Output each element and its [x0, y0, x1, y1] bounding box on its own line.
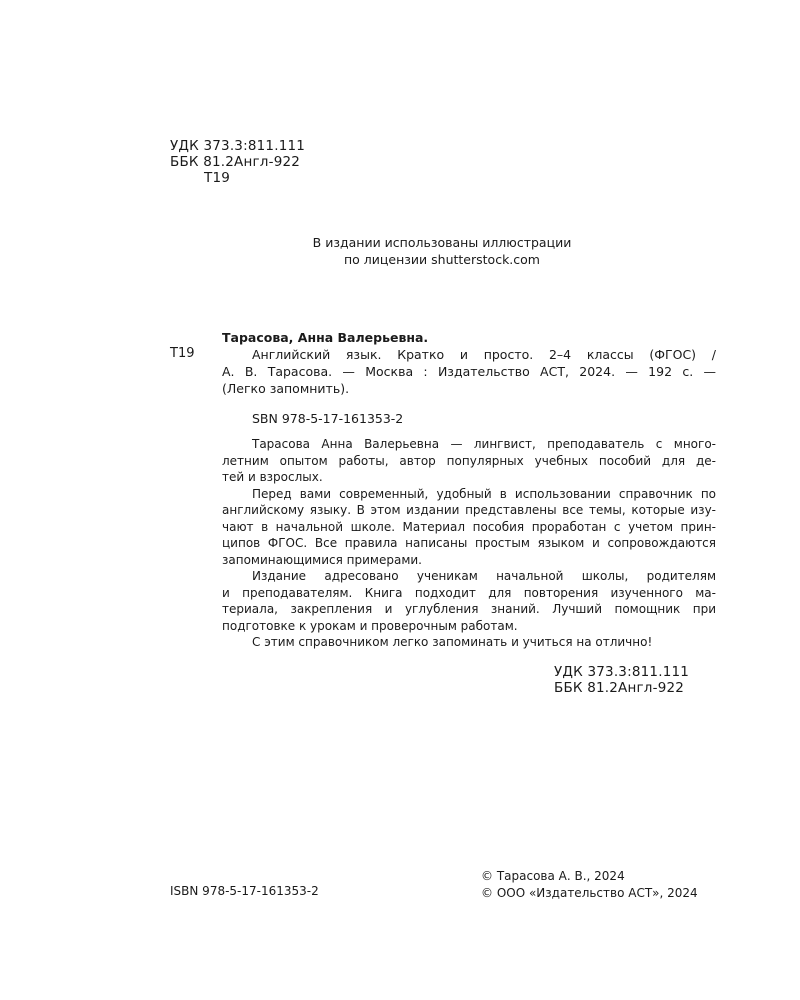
author-name: Тарасова, Анна Валерьевна. [222, 330, 429, 345]
annotation-line: английскому языку. В этом издании представлены все темы, которые изу- [222, 503, 716, 517]
bibliographic-description [222, 346, 716, 397]
author-mark: Т19 [204, 170, 231, 186]
illustrations-notice [200, 234, 684, 268]
annotation-line: Тарасова Анна Валерьевна — лингвист, преподаватель с много- [252, 437, 716, 451]
annotation-line: тей и взрослых. [222, 470, 323, 484]
annotation-line: Издание адресовано ученикам начальной школы, родителям [252, 569, 716, 583]
copyright-author: © Тарасова А. В., 2024 [481, 869, 625, 883]
annotation-line: Перед вами современный, удобный в использовании справочник по [252, 486, 716, 501]
bbk-code: ББК 81.2Англ-922 [170, 154, 301, 170]
classification-block [170, 138, 305, 186]
annotation-line: летним опытом работы, автор популярных учебных пособий для де- [222, 453, 716, 468]
annotation-line: и преподавателям. Книга подходит для повторения изученного ма- [222, 585, 716, 600]
annotation-line: чают в начальной школе. Материал пособия проработан с учетом прин- [222, 519, 716, 534]
bibliographic-author-mark: Т19 [170, 346, 195, 361]
udk-code: УДК 373.3:811.111 [170, 138, 306, 154]
bibliographic-isbn: SBN 978-5-17-161353-2 [252, 411, 404, 426]
footer-isbn: ISBN 978-5-17-161353-2 [170, 884, 319, 898]
annotation-line: териала, закрепления и углубления знаний. Лучший помощник при [222, 602, 716, 616]
footer-bbk-code: ББК 81.2Англ-922 [554, 680, 685, 696]
footer-udk-code: УДК 373.3:811.111 [554, 664, 690, 680]
description-line-1: Английский язык. Кратко и просто. 2–4 классы (ФГОС) / [252, 347, 716, 362]
copyright-publisher: © ООО «Издательство АСТ», 2024 [481, 886, 698, 900]
footer-classification-block [554, 664, 689, 696]
description-line-2: А. В. Тарасова. — Москва : Издательство АСТ, 2024. — 192 с. — [222, 364, 716, 379]
annotation-line: подготовке к урокам и проверочным работам. [222, 618, 518, 633]
annotation [222, 436, 716, 651]
notice-line-2: по лицензии shutterstock.com [344, 252, 540, 267]
annotation-line: С этим справочником легко запоминать и учиться на отлично! [252, 635, 653, 649]
notice-line-1: В издании использованы иллюстрации [312, 235, 572, 250]
annotation-line: ципов ФГОС. Все правила написаны простым языком и сопровождаются [222, 536, 716, 550]
annotation-line: запоминающимися примерами. [222, 552, 422, 567]
description-line-3: (Легко запомнить). [222, 381, 350, 396]
copyright-block [481, 868, 698, 902]
